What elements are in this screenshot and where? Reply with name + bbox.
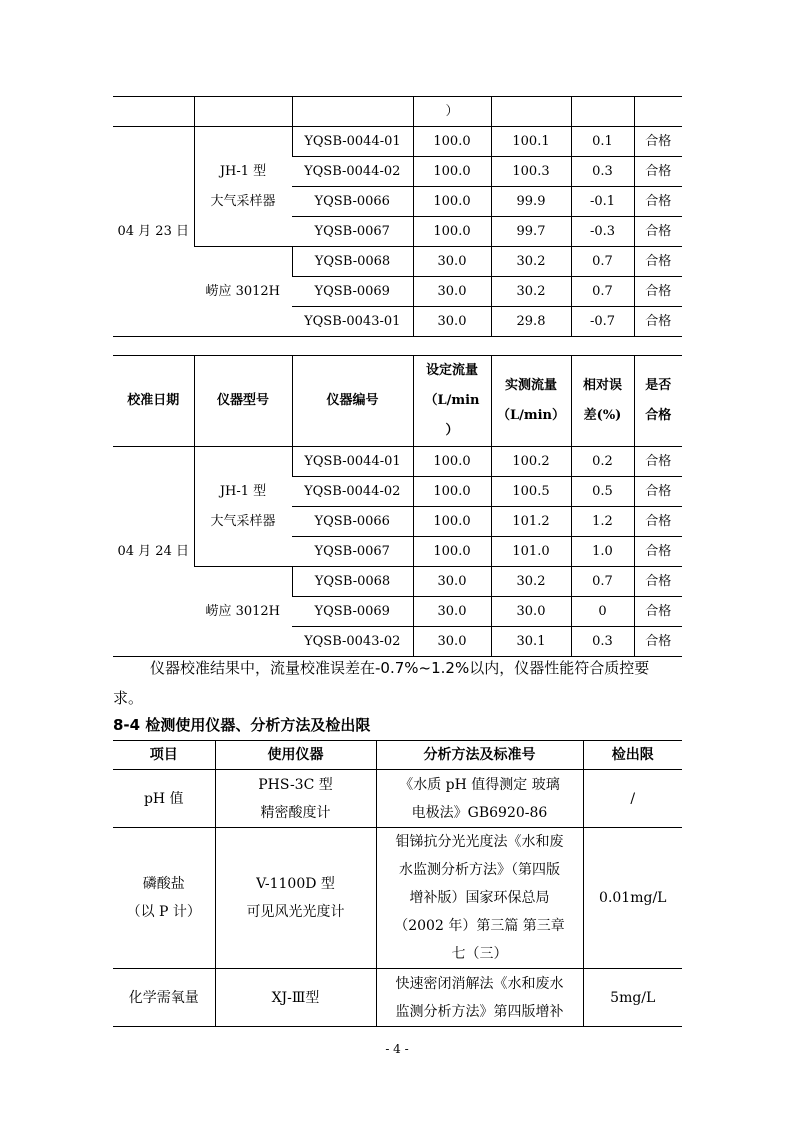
calibration-table-0423 [113, 96, 682, 337]
method-cell: 《水质 pH 值得测定 玻璃 电极法》GB6920-86 [376, 770, 583, 828]
model-cell: JH-1 型 大气采样器 [194, 447, 292, 567]
table-row: 崂应 3012H YQSB-0068 30.0 30.2 0.7 合格 [113, 567, 682, 597]
instrument-cell: V-1100D 型 可见风光光度计 [215, 828, 376, 969]
model-cell: 崂应 3012H [194, 567, 292, 657]
header-method: 分析方法及标准号 [376, 741, 583, 770]
page-number: - 4 - [385, 1042, 409, 1056]
date-cell: 04 月 23 日 [113, 127, 194, 337]
header-relative-error: 相对误 差(%) [571, 356, 634, 447]
instrument-cell: XJ-Ⅲ型 [215, 969, 376, 1027]
table-row: YQSB-0043-02 30.0 30.1 0.3 合格 [113, 627, 682, 657]
limit-cell: 0.01mg/L [583, 828, 682, 969]
header-item: 项目 [113, 741, 215, 770]
section-heading: 8-4 检测使用仪器、分析方法及检出限 [113, 716, 371, 734]
header-pass: 是否 合格 [634, 356, 682, 447]
table-row: YQSB-0043-01 30.0 29.8 -0.7 合格 [113, 307, 682, 337]
method-cell: 快速密闭消解法《水和废水 监测分析方法》第四版增补 [376, 969, 583, 1027]
header-model: 仪器型号 [194, 356, 292, 447]
table-row: YQSB-0067 100.0 99.7 -0.3 合格 [113, 217, 682, 247]
limit-cell: 5mg/L [583, 969, 682, 1027]
table-header-row [113, 741, 682, 770]
table-row: YQSB-0066 100.0 99.9 -0.1 合格 [113, 187, 682, 217]
instrument-cell: PHS-3C 型 精密酸度计 [215, 770, 376, 828]
header-instrument: 使用仪器 [215, 741, 376, 770]
table-row: 04 月 24 日 JH-1 型 大气采样器 YQSB-0044-01 100.0 100.2 0.2 合格 [113, 447, 682, 477]
methods-table [113, 740, 682, 1027]
calibration-summary-paragraph: 仪器校准结果中，流量校准误差在-0.7%~1.2%以内，仪器性能符合质控要 求。 [113, 659, 650, 707]
calibration-table-0424 [113, 355, 682, 657]
header-measured-flow: 实测流量 （L/min） [491, 356, 571, 447]
item-cell: 化学需氧量 [113, 969, 215, 1027]
header-limit: 检出限 [583, 741, 682, 770]
table-row [113, 969, 682, 1027]
table-row: YQSB-0067 100.0 101.0 1.0 合格 [113, 537, 682, 567]
header-date: 校准日期 [113, 356, 194, 447]
table-row: YQSB-0066 100.0 101.2 1.2 合格 [113, 507, 682, 537]
method-cell: 钼锑抗分光光度法《水和废 水监测分析方法》（第四版 增补版）国家环保总局 （2002 年）第三篇 第三章 七（三） [376, 828, 583, 969]
table-row [113, 828, 682, 969]
item-cell: 磷酸盐 （以 P 计） [113, 828, 215, 969]
header-number: 仪器编号 [292, 356, 413, 447]
table-row: YQSB-0044-02 100.0 100.3 0.3 合格 [113, 157, 682, 187]
table-row: YQSB-0069 30.0 30.0 0 合格 [113, 597, 682, 627]
date-cell: 04 月 24 日 [113, 447, 194, 657]
header-set-flow: 设定流量 （L/min ） [413, 356, 491, 447]
table-row: YQSB-0069 30.0 30.2 0.7 合格 [113, 277, 682, 307]
model-cell: 崂应 3012H [194, 247, 292, 337]
cont-cell: ） [413, 97, 491, 127]
item-cell: pH 值 [113, 770, 215, 828]
table-row: 崂应 3012H YQSB-0068 30.0 30.2 0.7 合格 [113, 247, 682, 277]
table-row: YQSB-0044-02 100.0 100.5 0.5 合格 [113, 477, 682, 507]
limit-cell: / [583, 770, 682, 828]
model-cell: JH-1 型 大气采样器 [194, 127, 292, 247]
table-header-row [113, 356, 682, 447]
continuation-row [113, 97, 682, 127]
table-row [113, 770, 682, 828]
table-row: 04 月 23 日 JH-1 型 大气采样器 YQSB-0044-01 100.0 100.1 0.1 合格 [113, 127, 682, 157]
